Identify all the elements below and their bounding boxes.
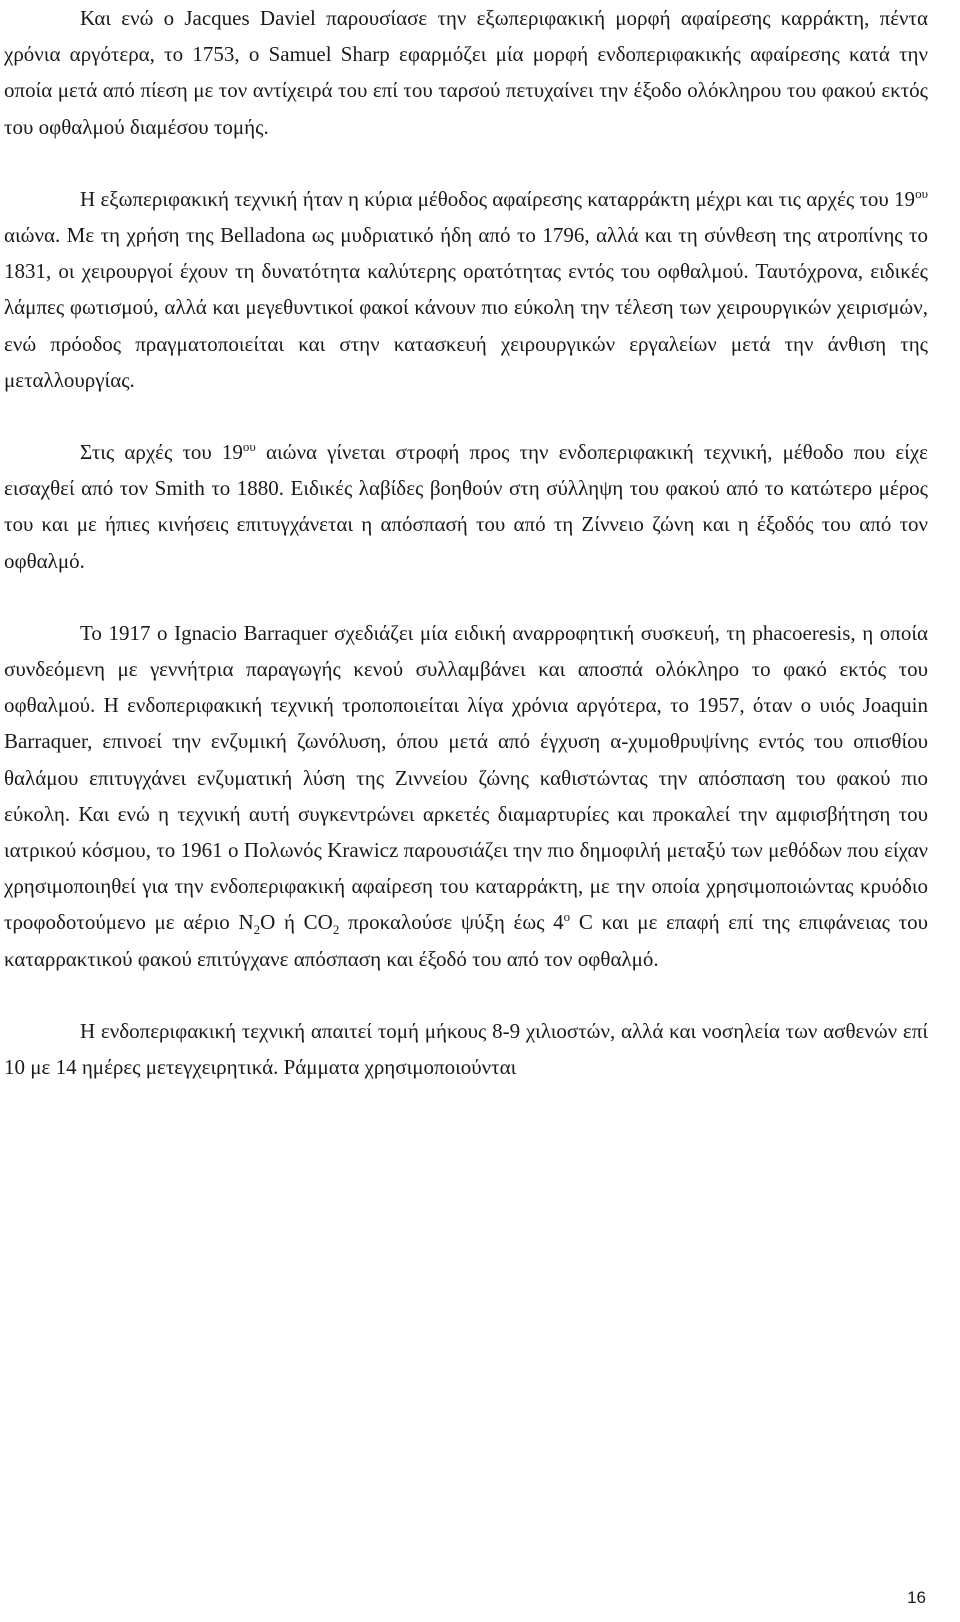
paragraph-gap: [4, 579, 928, 615]
paragraph-1-text: Και ενώ ο Jacques Daviel παρουσίασε την εξωπεριφακική μορφή αφαίρεσης καρράκτη, πέντα χρόνια αργότερα, το 1753, ο Samuel Sharp εφαρμόζει μία μορφή ενδοπεριφακικής αφαίρεσης κατά την οποία μετά από πίεση με τον αντίχειρά του επί του ταρσού πετυχαίνει την έξοδο ολόκληρου του φακού εκτός του οφθαλμού διαμέσου τομής.: [4, 6, 928, 139]
paragraph-4-text-b: O ή CO: [260, 910, 333, 935]
paragraph-gap: [4, 398, 928, 434]
paragraph-3: [4, 434, 928, 579]
paragraph-4-text-a: Το 1917 ο Ignacio Barraquer σχεδιάζει μία ειδική αναρροφητική συσκευή, τη phacoeresis, η οποία συνδεόμενη με γεννήτρια παραγωγής κενού συλλαμβάνει και αποσπά ολόκληρο το φακό εκτός του οφθαλμού. Η ενδοπεριφακική τεχνική τροποποιείται λίγα χρόνια αργότερα, το 1957, όταν ο υιός Joaquin Barraquer, επινοεί την ενζυμική ζωνόλυση, όπου μετά από έγχυση α-χυμοθρυψίνης εντός του οπισθίου θαλάμου επιτυγχάνει ενζυματική λύση της Ζιννείου ζώνης καθιστώντας την απόσπαση του φακού πιο εύκολη. Και ενώ η τεχνική αυτή συγκεντρώνει αρκετές διαμαρτυρίες και προκαλεί την αμφισβήτηση του ιατρικού κόσμου, το 1961 ο Πολωνός Krawicz παρουσιάζει την πιο δημοφιλή μεταξύ των μεθόδων που είχαν χρησιμοποιηθεί για την ενδοπεριφακική αφαίρεση του καταρράκτη, με την οποία χρησιμοποιώντας κρυόδιο τροφοδοτούμενο με αέριο N: [4, 620, 928, 935]
paragraph-3-text-b: αιώνα γίνεται στροφή προς την ενδοπεριφακική τεχνική, μέθοδο που είχε εισαχθεί από τον Smith το 1880. Ειδικές λαβίδες βοηθούν στη σύλληψη του φακού από το κατώτερο μέρος του και με ήπιες κινήσεις επιτυγχάνεται η απόσπασή του από τη Ζίννειο ζώνη και η έξοδός του από τον οφθαλμό.: [4, 440, 928, 573]
paragraph-2: [4, 181, 928, 398]
subscript-2: 2: [332, 922, 340, 938]
subscript-2: 2: [253, 922, 261, 938]
paragraph-4-text-d: C και με επαφή επί της επιφάνειας του καταρρακτικού φακού επιτύγχανε απόσπαση και έξοδό του από τον οφθαλμό.: [4, 910, 929, 971]
body-text: [4, 0, 928, 1085]
paragraph-gap: [4, 145, 928, 181]
superscript-degree: o: [563, 909, 571, 925]
paragraph-4-text-c: προκαλούσε ψύξη έως 4: [339, 910, 564, 935]
superscript-ordinal: ου: [915, 185, 928, 201]
paragraph-4: [4, 615, 928, 977]
superscript-ordinal: ου: [242, 439, 256, 455]
paragraph-gap: [4, 977, 928, 1013]
paragraph-5: [4, 1013, 928, 1085]
paragraph-1: [4, 0, 928, 145]
page-number: 16: [907, 1588, 926, 1607]
paragraph-3-text-a: Στις αρχές του 19: [80, 440, 243, 465]
paragraph-5-text: Η ενδοπεριφακική τεχνική απαιτεί τομή μήκους 8-9 χιλιοστών, αλλά και νοσηλεία των ασθενών επί 10 με 14 ημέρες μετεγχειρητικά. Ράμματα χρησιμοποιούνται: [4, 1018, 928, 1080]
paragraph-2-text-b: αιώνα. Με τη χρήση της Belladona ως μυδριατικό ήδη από το 1796, αλλά και τη σύνθεση της ατροπίνης το 1831, οι χειρουργοί έχουν τη δυνατότητα καλύτερης ορατότητας εντός του οφθαλμού. Ταυτόχρονα, ειδικές λάμπες φωτισμού, αλλά και μεγεθυντικοί φακοί κάνουν πιο εύκολη την τέλεση των χειρουργικών χειρισμών, ενώ πρόοδος πραγματοποιείται και στην κατασκευή χειρουργικών εργαλείων μετά την άνθιση της μεταλλουργίας.: [4, 223, 928, 392]
paragraph-2-text-a: Η εξωπεριφακική τεχνική ήταν η κύρια μέθοδος αφαίρεσης καταρράκτη μέχρι και τις αρχές του 19: [80, 186, 916, 211]
